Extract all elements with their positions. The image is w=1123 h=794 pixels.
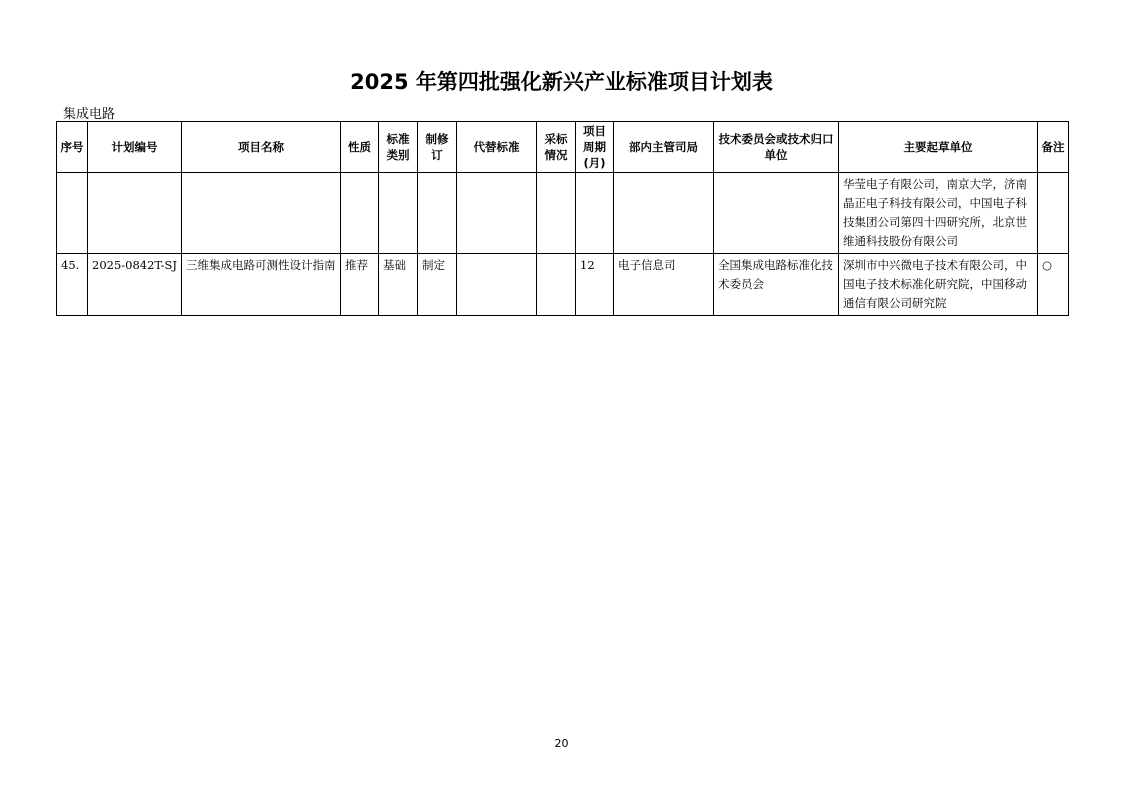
cell-category <box>379 173 418 254</box>
cell-department <box>614 173 714 254</box>
cell-revision: 制定 <box>418 254 457 316</box>
col-header-replaces: 代替标准 <box>457 122 537 173</box>
col-header-revision: 制修订 <box>418 122 457 173</box>
col-header-period: 项目周期(月) <box>576 122 614 173</box>
col-header-name: 项目名称 <box>182 122 341 173</box>
plan-table <box>56 121 1069 316</box>
cell-period: 12 <box>576 254 614 316</box>
cell-category: 基础 <box>379 254 418 316</box>
cell-replaces <box>457 254 537 316</box>
cell-replaces <box>457 173 537 254</box>
cell-name <box>182 173 341 254</box>
col-header-note: 备注 <box>1038 122 1069 173</box>
page-number: 20 <box>554 737 569 750</box>
col-header-adoption: 采标情况 <box>537 122 576 173</box>
cell-seq <box>57 173 88 254</box>
cell-revision <box>418 173 457 254</box>
cell-seq: 45. <box>57 254 88 316</box>
cell-note: ○ <box>1038 254 1069 316</box>
table-row <box>57 173 1069 254</box>
category-label: 集成电路 <box>63 107 116 122</box>
table-header-row <box>57 122 1069 173</box>
cell-nature <box>341 173 379 254</box>
cell-note <box>1038 173 1069 254</box>
col-header-nature: 性质 <box>341 122 379 173</box>
cell-department: 电子信息司 <box>614 254 714 316</box>
cell-committee <box>714 173 839 254</box>
cell-adoption <box>537 173 576 254</box>
col-header-department: 部内主管司局 <box>614 122 714 173</box>
col-header-drafters: 主要起草单位 <box>839 122 1038 173</box>
col-header-category: 标准类别 <box>379 122 418 173</box>
cell-committee: 全国集成电路标准化技术委员会 <box>714 254 839 316</box>
cell-drafters: 华莹电子有限公司，南京大学，济南晶正电子科技有限公司，中国电子科技集团公司第四十四研究所，北京世维通科技股份有限公司 <box>839 173 1038 254</box>
col-header-committee: 技术委员会或技术归口单位 <box>714 122 839 173</box>
cell-nature: 推荐 <box>341 254 379 316</box>
cell-period <box>576 173 614 254</box>
cell-drafters: 深圳市中兴微电子技术有限公司，中国电子技术标准化研究院，中国移动通信有限公司研究院 <box>839 254 1038 316</box>
table-row <box>57 254 1069 316</box>
cell-plan-no: 2025-0842T-SJ <box>88 254 182 316</box>
cell-name: 三维集成电路可测性设计指南 <box>182 254 341 316</box>
cell-adoption <box>537 254 576 316</box>
col-header-plan-no: 计划编号 <box>88 122 182 173</box>
col-header-seq: 序号 <box>57 122 88 173</box>
cell-plan-no <box>88 173 182 254</box>
page-title: 2025 年第四批强化新兴产业标准项目计划表 <box>350 70 773 94</box>
